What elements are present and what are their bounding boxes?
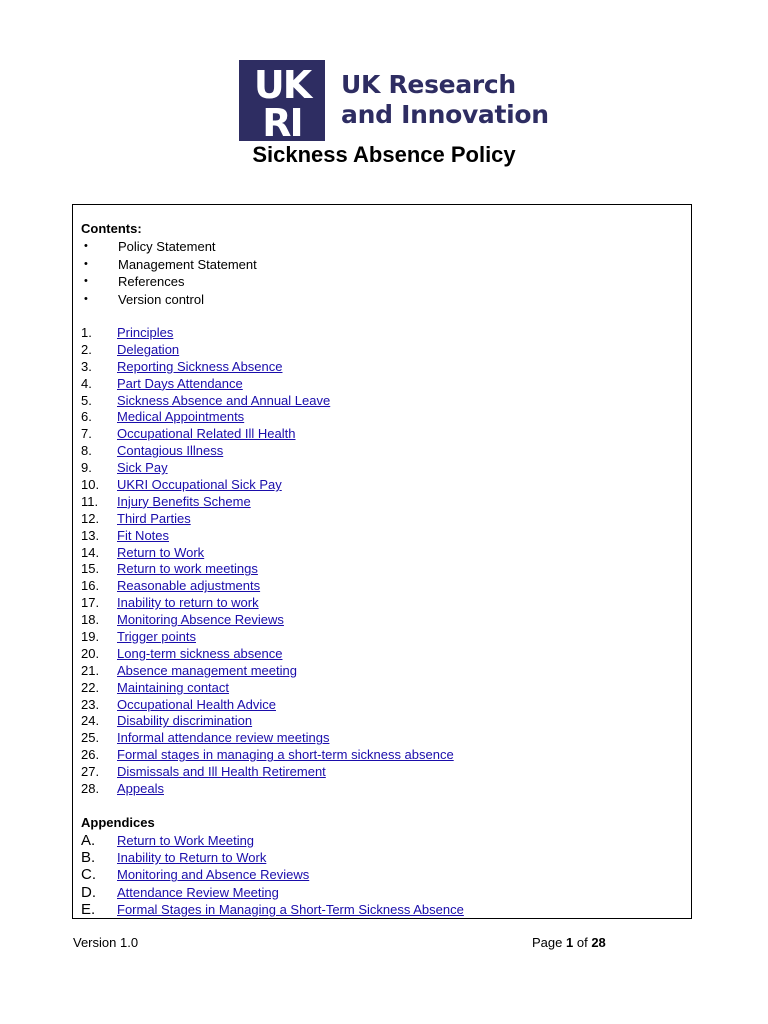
appendix-item-link[interactable]: Return to Work Meeting xyxy=(117,833,255,848)
contents-item xyxy=(81,764,454,781)
contents-item-link[interactable]: Sick Pay xyxy=(117,460,168,476)
contents-item xyxy=(81,713,454,730)
contents-item-number: 8. xyxy=(81,443,92,459)
contents-item-link[interactable]: Third Parties xyxy=(117,510,191,526)
page-prefix: Page xyxy=(532,935,563,950)
contents-item xyxy=(81,663,454,680)
footer-version: Version 1.0 xyxy=(73,935,139,950)
contents-item-number: 13. xyxy=(81,527,100,543)
appendices-heading: Appendices xyxy=(81,815,155,830)
contents-item-link[interactable]: Occupational Health Advice xyxy=(117,696,276,712)
document-title: Sickness Absence Policy xyxy=(252,142,516,167)
contents-item-number: 18. xyxy=(81,612,100,628)
contents-bullet-item: • Version control xyxy=(81,291,257,309)
contents-item xyxy=(81,730,454,747)
contents-item-number: 22. xyxy=(81,679,100,695)
contents-item-number: 6. xyxy=(81,409,92,425)
contents-item xyxy=(81,578,454,595)
contents-item-number: 2. xyxy=(81,341,92,357)
contents-item-link[interactable]: Principles xyxy=(117,325,174,340)
ukri-logo-mark xyxy=(239,60,325,141)
footer-page-number xyxy=(532,935,606,951)
contents-item-number: 10. xyxy=(81,477,100,493)
contents-item-number: 24. xyxy=(81,713,100,729)
contents-item-number: 28. xyxy=(81,781,100,797)
contents-item-link[interactable]: Absence management meeting xyxy=(117,662,297,678)
contents-heading: Contents: xyxy=(81,221,142,236)
contents-item xyxy=(81,629,454,646)
contents-item-number: 23. xyxy=(81,696,100,712)
page-sep: of xyxy=(576,935,588,950)
appendix-item xyxy=(81,866,464,883)
appendix-item-link[interactable]: Inability to Return to Work xyxy=(117,850,267,866)
contents-item-link[interactable]: Medical Appointments xyxy=(117,409,245,425)
contents-item-number: 14. xyxy=(81,544,100,560)
contents-item-link[interactable]: Dismissals and Ill Health Retirement xyxy=(117,764,326,780)
contents-item xyxy=(81,460,454,477)
contents-item-link[interactable]: Sickness Absence and Annual Leave xyxy=(117,392,331,408)
logo-mark-line-1: UK xyxy=(253,63,311,107)
contents-item-number: 17. xyxy=(81,595,100,611)
contents-item xyxy=(81,325,454,342)
appendix-item-letter: C. xyxy=(81,866,96,884)
logo-text-line-2: and Innovation xyxy=(341,100,549,129)
contents-bullet-list xyxy=(81,238,257,308)
contents-item-link[interactable]: Inability to return to work xyxy=(117,595,259,611)
contents-item-number: 9. xyxy=(81,460,92,476)
contents-item-link[interactable]: Fit Notes xyxy=(117,527,170,543)
contents-item-number: 26. xyxy=(81,747,100,763)
logo-text-line-1: UK Research xyxy=(341,70,516,99)
contents-item-link[interactable]: Return to Work xyxy=(117,544,205,560)
contents-item-number: 12. xyxy=(81,510,100,526)
appendix-item xyxy=(81,884,464,901)
contents-item-number: 15. xyxy=(81,561,100,577)
logo-wordmark xyxy=(341,70,549,130)
contents-item xyxy=(81,561,454,578)
contents-item xyxy=(81,612,454,629)
appendix-item-letter: A. xyxy=(81,832,96,849)
contents-numbered-list xyxy=(81,325,454,798)
contents-bullet-item: • References xyxy=(81,273,257,291)
contents-item xyxy=(81,342,454,359)
contents-box xyxy=(72,204,692,919)
contents-item-link[interactable]: UKRI Occupational Sick Pay xyxy=(117,477,282,493)
contents-item xyxy=(81,477,454,494)
appendix-item-letter: D. xyxy=(81,883,96,901)
appendix-item-letter: B. xyxy=(81,849,96,867)
contents-item xyxy=(81,426,454,443)
appendix-item-link[interactable]: Formal Stages in Managing a Short-Term Sickness Absence xyxy=(117,901,464,917)
contents-item xyxy=(81,528,454,545)
contents-item-number: 4. xyxy=(81,375,92,391)
contents-item-number: 19. xyxy=(81,629,100,645)
contents-item-number: 16. xyxy=(81,578,100,594)
contents-item-number: 21. xyxy=(81,662,100,678)
contents-item-number: 3. xyxy=(81,358,92,374)
contents-item-link[interactable]: Formal stages in managing a short-term sickness absence xyxy=(117,747,454,763)
contents-item-number: 11. xyxy=(81,493,99,509)
contents-item-link[interactable]: Monitoring Absence Reviews xyxy=(117,612,284,628)
contents-item xyxy=(81,393,454,410)
appendix-item xyxy=(81,849,464,866)
contents-item xyxy=(81,409,454,426)
contents-item-link[interactable]: Occupational Related Ill Health xyxy=(117,426,296,442)
contents-item-link[interactable]: Reasonable adjustments xyxy=(117,578,261,594)
contents-item xyxy=(81,781,454,798)
contents-bullet-item: • Management Statement xyxy=(81,256,257,274)
contents-item-number: 20. xyxy=(81,645,100,661)
contents-item xyxy=(81,545,454,562)
appendix-item-link[interactable]: Attendance Review Meeting xyxy=(117,884,279,900)
appendix-item xyxy=(81,901,464,918)
contents-item-link[interactable]: Long-term sickness absence xyxy=(117,645,283,661)
contents-item-number: 7. xyxy=(81,426,92,442)
contents-item-link[interactable]: Return to work meetings xyxy=(117,561,258,577)
contents-item xyxy=(81,511,454,528)
contents-item-link[interactable]: Contagious Illness xyxy=(117,443,224,459)
contents-item-number: 27. xyxy=(81,764,100,780)
contents-item xyxy=(81,376,454,393)
ukri-logo xyxy=(239,60,549,141)
contents-item-link[interactable]: Reporting Sickness Absence xyxy=(117,358,283,374)
contents-item-link[interactable]: Informal attendance review meetings xyxy=(117,730,330,746)
contents-item-link[interactable]: Injury Benefits Scheme xyxy=(117,493,251,509)
contents-item-link[interactable]: Trigger points xyxy=(117,629,196,645)
page-current: 1 xyxy=(566,935,574,950)
appendix-item xyxy=(81,832,464,849)
contents-item-link[interactable]: Disability discrimination xyxy=(117,713,253,729)
contents-item-link[interactable]: Part Days Attendance xyxy=(117,375,243,391)
contents-item xyxy=(81,747,454,764)
contents-item-number: 25. xyxy=(81,730,100,746)
contents-item xyxy=(81,443,454,460)
appendix-item-letter: E. xyxy=(81,900,96,918)
appendices-list xyxy=(81,832,464,918)
contents-item-number: 1. xyxy=(81,325,92,340)
contents-item xyxy=(81,680,454,697)
contents-item-link[interactable]: Delegation xyxy=(117,341,180,357)
contents-item xyxy=(81,494,454,511)
page-total: 28 xyxy=(591,935,606,950)
contents-item-link[interactable]: Appeals xyxy=(117,781,164,797)
contents-item-number: 5. xyxy=(81,392,92,408)
logo-mark-line-2: RI xyxy=(262,101,302,141)
contents-item xyxy=(81,697,454,714)
contents-item xyxy=(81,595,454,612)
appendix-item-link[interactable]: Monitoring and Absence Reviews xyxy=(117,867,310,883)
contents-item-link[interactable]: Maintaining contact xyxy=(117,679,230,695)
contents-bullet-item: • Policy Statement xyxy=(81,238,257,256)
contents-item xyxy=(81,646,454,663)
contents-item xyxy=(81,359,454,376)
